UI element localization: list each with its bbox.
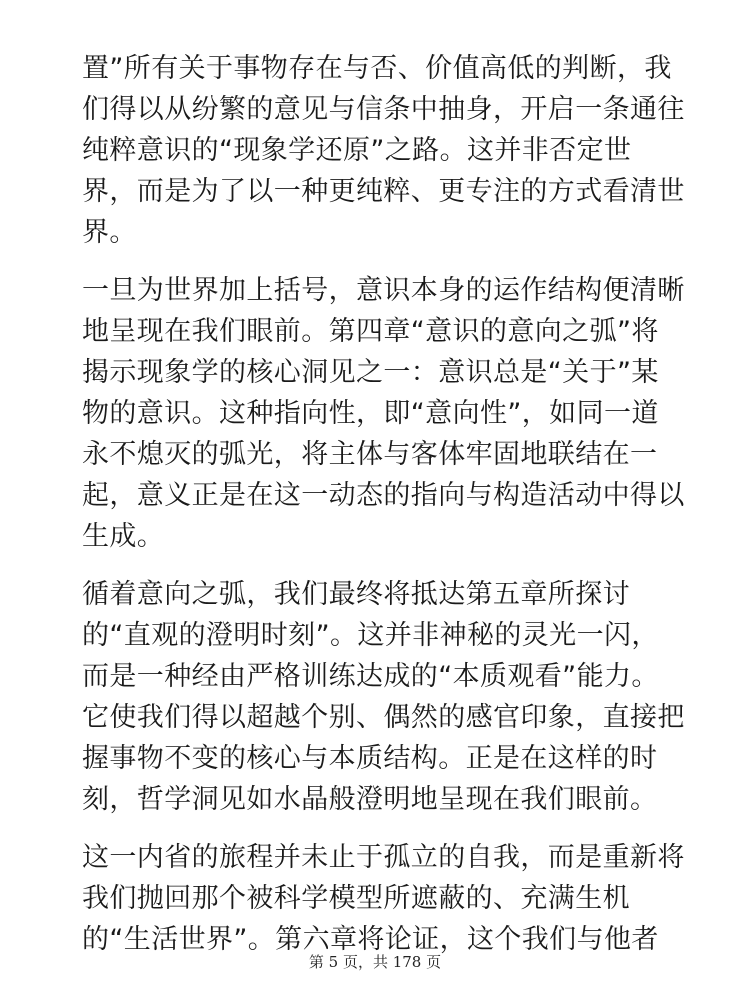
text-line: 置”所有关于事物存在与否、价值高低的判断，我 <box>82 53 672 84</box>
text-line: 这一内省的旅程并未止于孤立的自我，而是重新将 <box>82 842 685 873</box>
page-number-footer: 第 5 页，共 178 页 <box>308 953 442 971</box>
paragraph-2 <box>82 270 685 557</box>
paragraph-4 <box>82 837 685 960</box>
text-line: 而是一种经由严格训练达成的“本质观看”能力。 <box>82 661 659 692</box>
paragraph-1 <box>82 48 685 253</box>
text-line: 它使我们得以超越个别、偶然的感官印象，直接把 <box>82 702 685 733</box>
text-line: 们得以从纷繁的意见与信条中抽身，开启一条通往 <box>82 94 685 125</box>
text-line: 物的意识。这种指向性，即“意向性”，如同一道 <box>82 398 659 429</box>
text-line: 界，而是为了以一种更纯粹、更专注的方式看清世 <box>82 176 685 207</box>
text-line: 生成。 <box>82 521 165 552</box>
text-line: 循着意向之弧，我们最终将抵达第五章所探讨 <box>82 579 630 610</box>
text-line: 界。 <box>82 217 137 248</box>
text-line: 揭示现象学的核心洞见之一：意识总是“关于”某 <box>82 357 659 388</box>
text-line: 地呈现在我们眼前。第四章“意识的意向之弧”将 <box>82 316 659 347</box>
paragraph-3 <box>82 574 685 820</box>
text-line: 一旦为世界加上括号，意识本身的运作结构便清晰 <box>82 275 685 306</box>
text-line: 我们抛回那个被科学模型所遮蔽的、充满生机 <box>82 883 630 914</box>
text-line: 起，意义正是在这一动态的指向与构造活动中得以 <box>82 480 685 511</box>
page-body <box>82 48 685 977</box>
text-line: 永不熄灭的弧光，将主体与客体牢固地联结在一 <box>82 439 658 470</box>
text-line: 刻，哲学洞见如水晶般澄明地呈现在我们眼前。 <box>82 784 658 815</box>
text-line: 的“直观的澄明时刻”。这并非神秘的灵光一闪， <box>82 620 659 651</box>
text-line: 握事物不变的核心与本质结构。正是在这样的时 <box>82 743 658 774</box>
text-line: 纯粹意识的“现象学还原”之路。这并非否定世 <box>82 135 632 166</box>
text-line: 的“生活世界”。第六章将论证，这个我们与他者 <box>82 924 659 955</box>
